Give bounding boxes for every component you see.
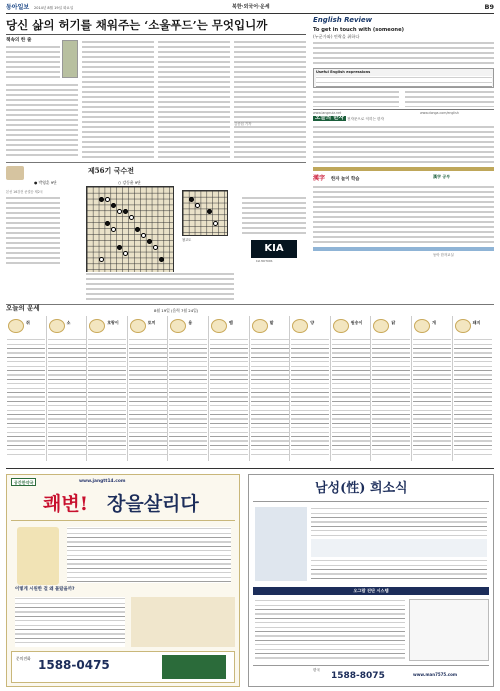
ad-rule — [11, 520, 235, 521]
divider — [6, 162, 306, 163]
ad-right — [248, 474, 494, 687]
column-text-2 — [82, 40, 154, 159]
ad-left-footer — [11, 651, 235, 683]
zodiac-name: 뱀 — [229, 320, 233, 325]
zodiac-text — [88, 338, 126, 458]
divider — [6, 304, 494, 305]
zodiac-column — [290, 316, 331, 461]
sheep-icon — [292, 319, 308, 333]
zodiac-text — [372, 338, 410, 458]
book-cover-image — [62, 40, 78, 78]
go-reference-label: 참고도 — [182, 238, 192, 242]
masthead: 동아일보 — [6, 4, 30, 11]
ad-left-box — [131, 597, 235, 647]
ad-right-text-2 — [311, 559, 487, 581]
zodiac-text — [48, 338, 86, 458]
zodiac-name: 닭 — [391, 320, 396, 325]
hanja-game-strip — [313, 247, 494, 251]
column-headline: 당신 삶의 허기를 채워주는 ‘소울푸드’는 무엇입니까 — [6, 18, 268, 32]
zodiac-column — [6, 316, 47, 461]
zodiac-name: 개 — [432, 320, 436, 325]
rat-icon — [8, 319, 24, 333]
ad-right-text-3 — [255, 599, 405, 661]
ad-left-brand: 공간한약국 — [11, 478, 36, 486]
go-white-player: ○ 강동윤 9단 — [118, 180, 141, 185]
hanja-title: 오늘의 한자 — [315, 115, 344, 121]
go-black-player: ● 박영훈 9단 — [34, 180, 57, 185]
ad-left-url: www.jangtt14.com — [79, 479, 126, 484]
zodiac-text — [332, 338, 370, 458]
ad-left-text — [67, 527, 231, 583]
ad-right-highlight — [311, 539, 487, 557]
go-commentary-3 — [86, 272, 234, 302]
go-reference-board — [182, 190, 228, 236]
english-tag: Useful English expressions — [316, 70, 371, 74]
zodiac-name: 양 — [310, 320, 315, 325]
ad-left-headline-a: 쾌변! — [43, 493, 89, 515]
zodiac-text — [291, 338, 329, 458]
hanja-brand-title: 한자 놀이 학습 — [331, 177, 360, 182]
ad-right-text — [311, 507, 487, 537]
zodiac-text — [454, 338, 492, 458]
kia-sponsor: KIA MOTORS — [256, 260, 273, 263]
ad-right-headline: 남성(性) 희소식 — [315, 481, 408, 496]
english-headline: To get in touch with (someone) — [313, 27, 404, 33]
column-text-1 — [6, 83, 78, 159]
english-footer-rule — [313, 109, 494, 110]
english-box-text — [316, 76, 492, 87]
go-title: 제56기 국수전 — [88, 166, 134, 175]
fortune-grid — [6, 316, 494, 461]
zodiac-column — [412, 316, 453, 461]
english-box — [313, 68, 494, 88]
zodiac-name: 토끼 — [147, 320, 156, 325]
ad-left-footer-block — [162, 655, 226, 679]
section-title: 북한·외국어·운세 — [232, 4, 270, 10]
ad-left-phone-label: 문의전화 — [16, 656, 31, 661]
ad-left-phone[interactable]: 1588-0475 — [38, 658, 110, 672]
zodiac-column — [128, 316, 169, 461]
go-section — [6, 166, 306, 266]
zodiac-column — [250, 316, 291, 461]
go-round: 본선 16강전 준결승 제2국 — [6, 190, 43, 194]
rabbit-icon — [130, 319, 146, 333]
zodiac-name: 돼지 — [472, 320, 481, 325]
column-text-3 — [158, 40, 230, 159]
book-label: 책속의 한 줄 — [6, 38, 32, 43]
column-byline: 김종섭 기자 — [234, 122, 252, 126]
fortune-date: 8월 19일 (음력 7월 24일) — [154, 307, 199, 313]
english-footer-2: www.donga.com/english — [420, 111, 459, 115]
hanja-tag: 漢字 공부 — [433, 174, 451, 179]
kia-logo: KIA — [251, 240, 297, 258]
zodiac-name: 용 — [188, 320, 193, 325]
dragon-icon — [170, 319, 186, 333]
ad-right-box — [409, 599, 489, 661]
english-text-a — [313, 90, 399, 107]
ox-icon — [49, 319, 65, 333]
ad-rule — [253, 501, 489, 502]
column-rule — [6, 34, 306, 35]
product-image — [17, 527, 59, 585]
hanja-subtitle: 천자문으로 익히는 한자 — [347, 117, 384, 121]
go-commentary-2 — [242, 196, 306, 236]
zodiac-text — [129, 338, 167, 458]
lead-text — [6, 45, 60, 81]
english-brand: English Review — [313, 16, 373, 24]
zodiac-column — [331, 316, 372, 461]
zodiac-name: 소 — [66, 320, 71, 325]
snake-icon — [211, 319, 227, 333]
zodiac-text — [251, 338, 289, 458]
ad-left — [6, 474, 240, 687]
zodiac-text — [7, 338, 45, 458]
fortune-title: 오늘의 운세 — [6, 304, 40, 312]
dog-icon — [414, 319, 430, 333]
zodiac-text — [413, 338, 451, 458]
zodiac-name: 원숭이 — [350, 320, 363, 325]
zodiac-column — [371, 316, 412, 461]
hanja-strip — [313, 167, 494, 171]
zodiac-name: 호랑이 — [107, 320, 119, 325]
ad-right-phone-label: 한국 — [313, 668, 320, 672]
ad-right-footer — [253, 665, 489, 684]
ad-left-text-2 — [15, 597, 125, 647]
ad-right-url[interactable]: www.man7575.com — [413, 672, 458, 677]
page-header — [6, 4, 494, 14]
english-examples — [313, 41, 494, 66]
zodiac-column — [47, 316, 88, 461]
page-number: B9 — [484, 2, 494, 11]
hanja-game-section — [313, 176, 494, 260]
english-footer-1: www.langquiz.net — [313, 111, 342, 115]
ad-divider — [6, 468, 494, 469]
english-text-b — [405, 90, 494, 107]
zodiac-column — [168, 316, 209, 461]
hanja-footer: 동아 한자교실 — [433, 253, 454, 257]
header-date: 2014년 8월 19일 화요일 — [34, 6, 74, 10]
zodiac-column — [87, 316, 128, 461]
zodiac-text — [210, 338, 248, 458]
english-review-section — [313, 18, 494, 108]
tiger-icon — [89, 319, 105, 333]
hanja-text — [313, 125, 494, 165]
zodiac-column — [209, 316, 250, 461]
english-subhead: (누군가와) 연락을 취하다 — [313, 34, 360, 39]
ad-left-sub: 이렇게 시원한 걸 왜 몰랐을까? — [15, 587, 75, 592]
go-commentary-1 — [6, 196, 60, 266]
hanja-brand: 漢字 — [313, 175, 326, 182]
hanja-game-text — [313, 185, 494, 245]
ad-right-strip: 오그람 진단 시스템 — [253, 587, 489, 595]
rooster-icon — [373, 319, 389, 333]
horse-icon — [252, 319, 268, 333]
column-text-4 — [234, 40, 306, 159]
ad-right-image — [255, 507, 307, 581]
ad-left-headline-b: 장을살리다 — [107, 493, 199, 515]
zodiac-text — [169, 338, 207, 458]
zodiac-column — [453, 316, 494, 461]
fortune-section — [6, 306, 494, 466]
monkey-icon — [333, 319, 349, 333]
zodiac-name: 쥐 — [26, 320, 30, 325]
ad-right-phone[interactable]: 1588-8075 — [331, 671, 385, 681]
zodiac-name: 말 — [269, 320, 274, 325]
go-badge — [6, 166, 24, 180]
pig-icon — [455, 319, 471, 333]
go-board — [86, 186, 174, 274]
